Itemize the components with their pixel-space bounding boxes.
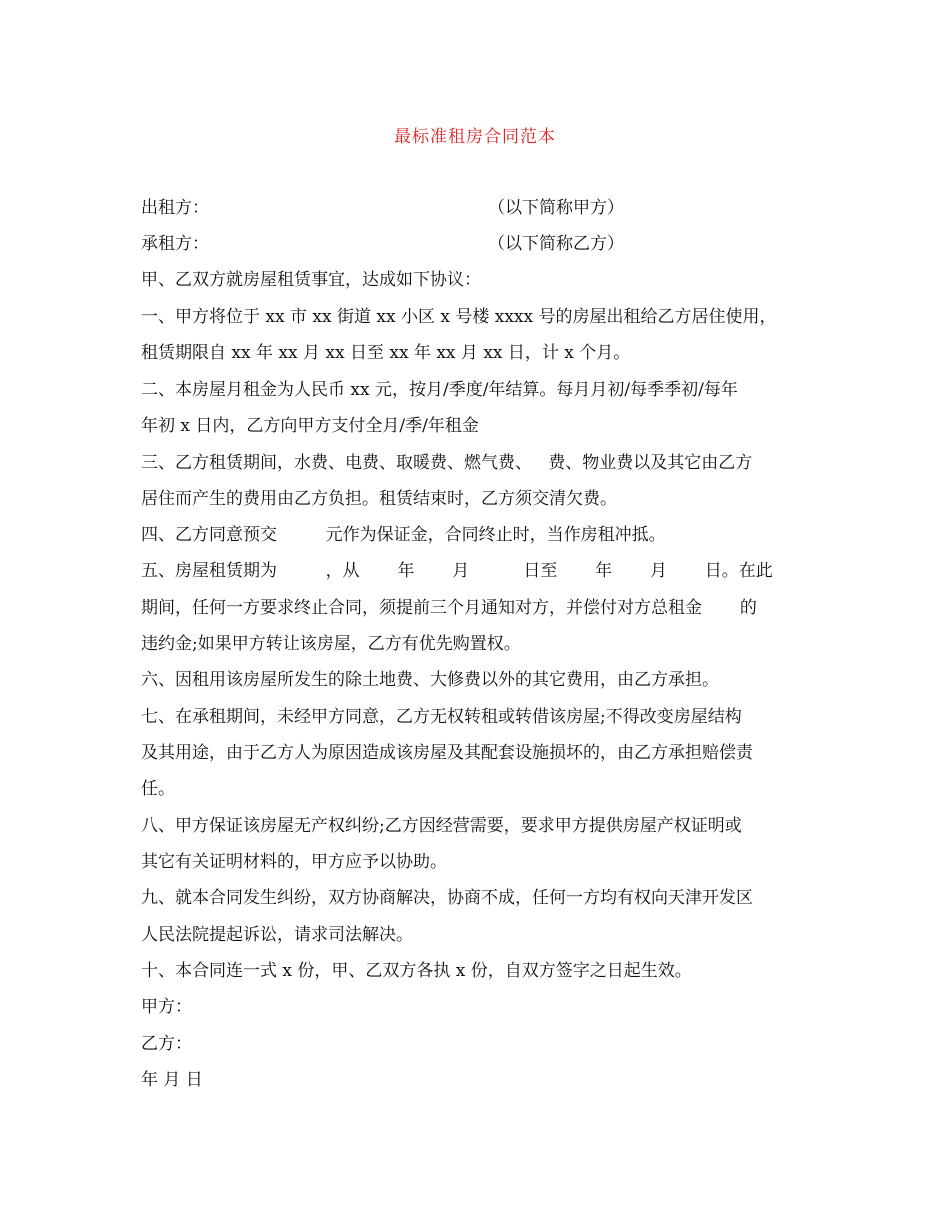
lessee-label: 承租方： [141, 234, 209, 254]
party-b-signature: 乙方： [141, 1034, 192, 1054]
clause-5-line-1: 五、房屋租赁期为 ，从 年 月 日至 年 月 日。在此 [141, 561, 773, 581]
clause-6-line-1: 六、因租用该房屋所发生的除土地费、大修费以外的其它费用，由乙方承担。 [141, 670, 719, 690]
clause-8-line-2: 其它有关证明材料的，甲方应予以协助。 [141, 852, 447, 872]
clause-1-line-2: 租赁期限自 xx 年 xx 月 xx 日至 xx 年 xx 月 xx 日，计 x 个月。 [141, 343, 631, 363]
clause-8-line-1: 八、甲方保证该房屋无产权纠纷;乙方因经营需要，要求甲方提供房屋产权证明或 [141, 816, 742, 836]
clause-5-line-2: 期间，任何一方要求终止合同，须提前三个月通知对方，并偿付对方总租金 的 [141, 598, 757, 618]
clause-4-line-1: 四、乙方同意预交 元作为保证金，合同终止时，当作房租冲抵。 [141, 525, 666, 545]
clause-10-line-1: 十、本合同连一式 x 份，甲、乙双方各执 x 份，自双方签字之日起生效。 [141, 961, 692, 981]
clause-5-line-3: 违约金;如果甲方转让该房屋，乙方有优先购置权。 [141, 634, 521, 654]
party-a-signature: 甲方： [141, 997, 192, 1017]
signature-date: 年 月 日 [141, 1070, 203, 1090]
lessee-note: （以下简称乙方） [488, 234, 624, 254]
document-title: 最标准租房合同范本 [394, 127, 556, 147]
clause-7-line-3: 任。 [141, 779, 175, 799]
clause-7-line-2: 及其用途，由于乙方人为原因造成该房屋及其配套设施损坏的，由乙方承担赔偿责 [141, 743, 753, 763]
clause-3-line-1: 三、乙方租赁期间，水费、电费、取暖费、燃气费、 费、物业费以及其它由乙方 [141, 453, 753, 473]
clause-7-line-1: 七、在承租期间，未经甲方同意，乙方无权转租或转借该房屋;不得改变房屋结构 [141, 707, 742, 727]
clause-9-line-2: 人民法院提起诉讼，请求司法解决。 [141, 925, 413, 945]
clause-2-line-2: 年初 x 日内，乙方向甲方支付全月/季/年租金 [141, 416, 479, 436]
clause-9-line-1: 九、就本合同发生纠纷，双方协商解决，协商不成，任何一方均有权向天津开发区 [141, 888, 753, 908]
clause-1-line-1: 一、甲方将位于 xx 市 xx 街道 xx 小区 x 号楼 xxxx 号的房屋出租给乙方居住使用， [141, 307, 777, 327]
lessor-label: 出租方： [141, 198, 209, 218]
lessor-note: （以下简称甲方） [488, 198, 624, 218]
clause-2-line-1: 二、本房屋月租金为人民币 xx 元，按月/季度/年结算。每月月初/每季季初/每年 [141, 380, 738, 400]
clause-3-line-2: 居住而产生的费用由乙方负担。租赁结束时，乙方须交清欠费。 [141, 489, 617, 509]
intro-text: 甲、乙双方就房屋租赁事宜，达成如下协议： [141, 270, 481, 290]
